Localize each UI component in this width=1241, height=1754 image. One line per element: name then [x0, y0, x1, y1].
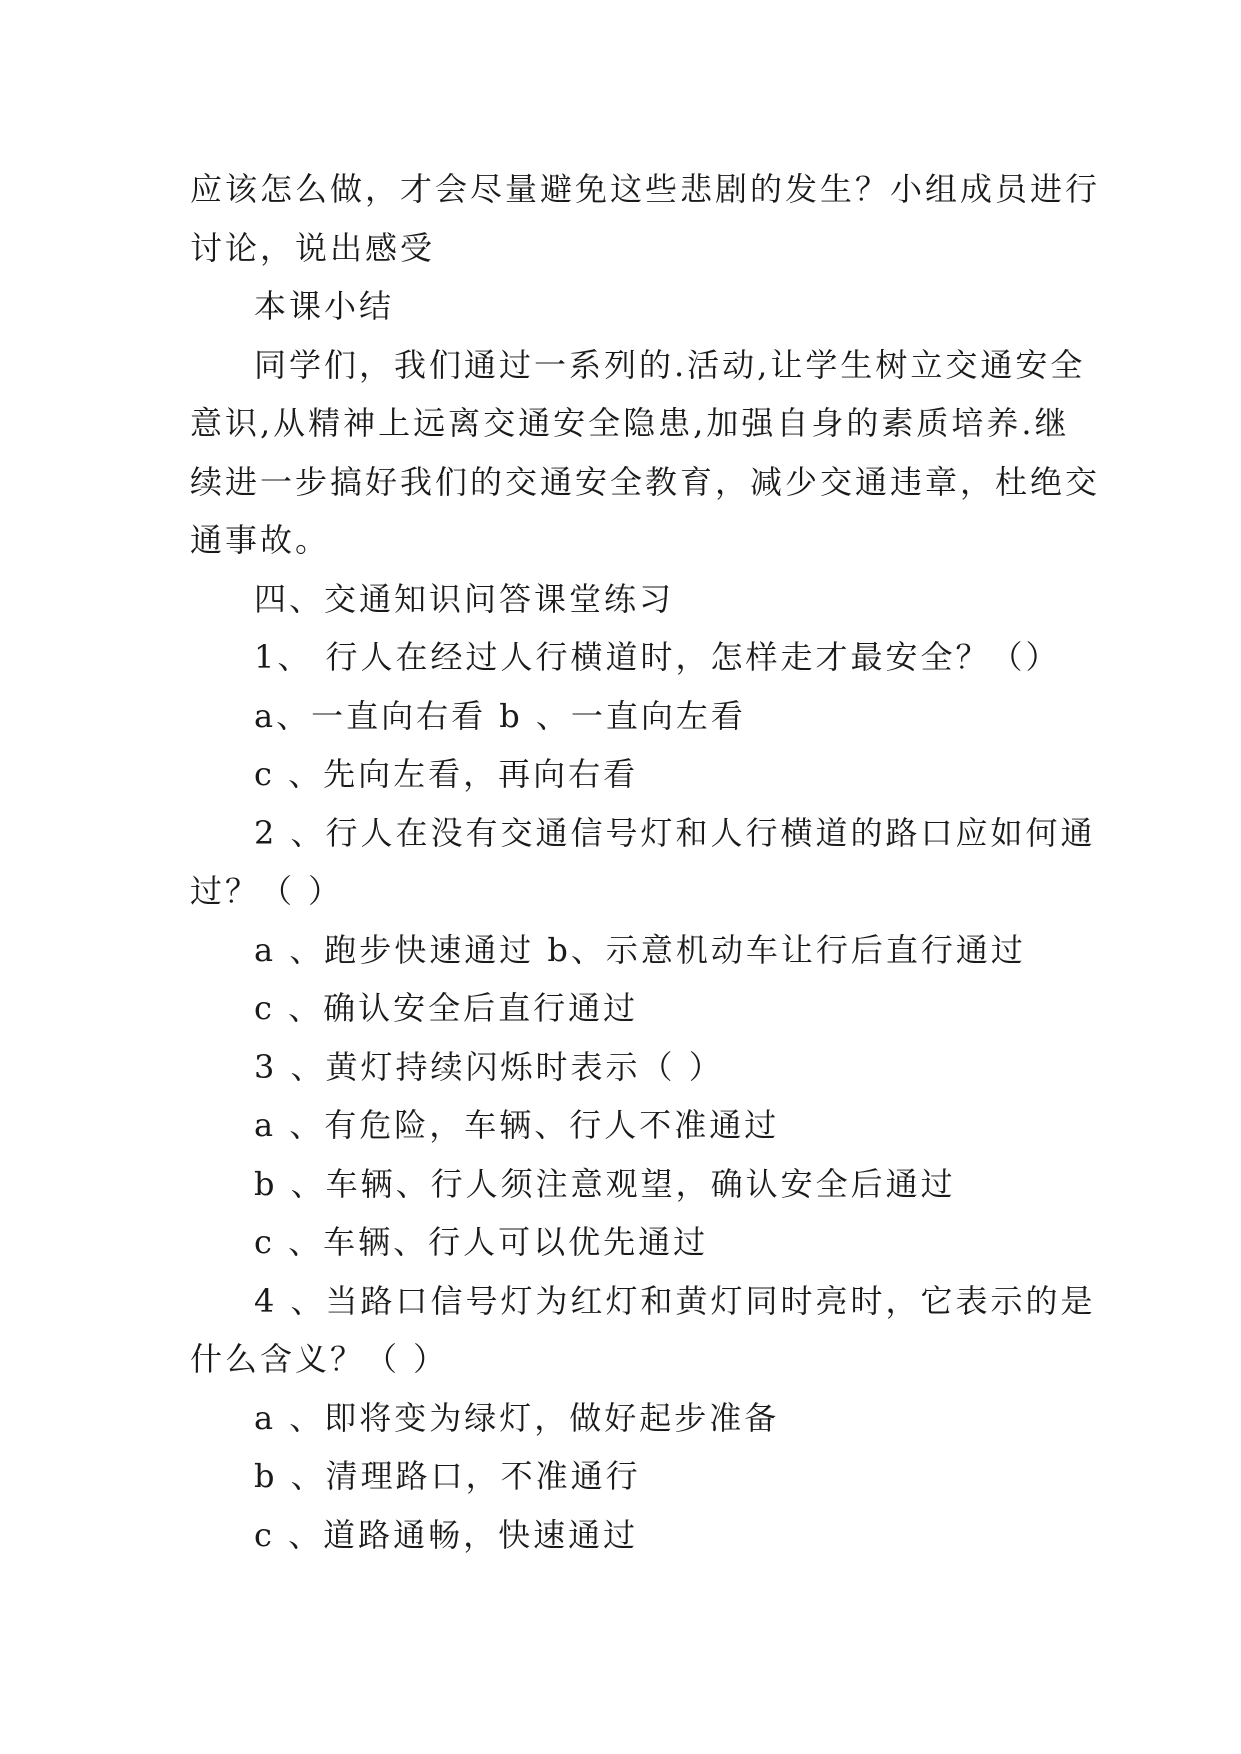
option-line: a 、即将变为绿灯，做好起步准备	[254, 1398, 780, 1437]
text-line: 通事故。	[190, 521, 331, 559]
question-line: 过？（ ）	[190, 872, 344, 910]
text-line: 续进一步搞好我们的交通安全教育，减少交通违章，杜绝交	[190, 462, 1101, 501]
document-body	[190, 160, 1101, 1564]
text-line: 应该怎么做，才会尽量避免这些悲剧的发生？小组成员进行	[190, 170, 1101, 208]
question-line: 什么含义？（ ）	[190, 1340, 449, 1378]
option-line: c 、车辆、行人可以优先通过	[254, 1223, 709, 1261]
question-line: 1、 行人在经过人行横道时，怎样走才最安全？（）	[254, 638, 1061, 676]
question-line: 2 、行人在没有交通信号灯和人行横道的路口应如何通	[254, 813, 1096, 852]
option-line: c 、确认安全后直行通过	[254, 989, 639, 1027]
text-line: 讨论，说出感受	[190, 228, 436, 267]
question-line: 4 、当路口信号灯为红灯和黄灯同时亮时，它表示的是	[254, 1281, 1096, 1320]
option-line: a 、有危险，车辆、行人不准通过	[254, 1106, 780, 1144]
option-line: b 、清理路口，不准通行	[254, 1457, 641, 1495]
option-line: a 、跑步快速通过 b、示意机动车让行后直行通过	[254, 930, 1026, 969]
option-line: c 、道路通畅，快速通过	[254, 1515, 639, 1554]
section-heading: 四、交通知识问答课堂练习	[254, 579, 675, 618]
option-line: c 、先向左看，再向右看	[254, 755, 639, 793]
option-line: a、一直向右看 b 、一直向左看	[254, 696, 746, 735]
text-line: 意识,从精神上远离交通安全隐患,加强自身的素质培养.继	[190, 404, 1070, 442]
question-line: 3 、黄灯持续闪烁时表示（ ）	[254, 1047, 724, 1086]
section-heading: 本课小结	[254, 287, 395, 325]
text-line: 同学们，我们通过一系列的.活动,让学生树立交通安全	[254, 345, 1086, 384]
option-line: b 、车辆、行人须注意观望，确认安全后通过	[254, 1164, 956, 1203]
